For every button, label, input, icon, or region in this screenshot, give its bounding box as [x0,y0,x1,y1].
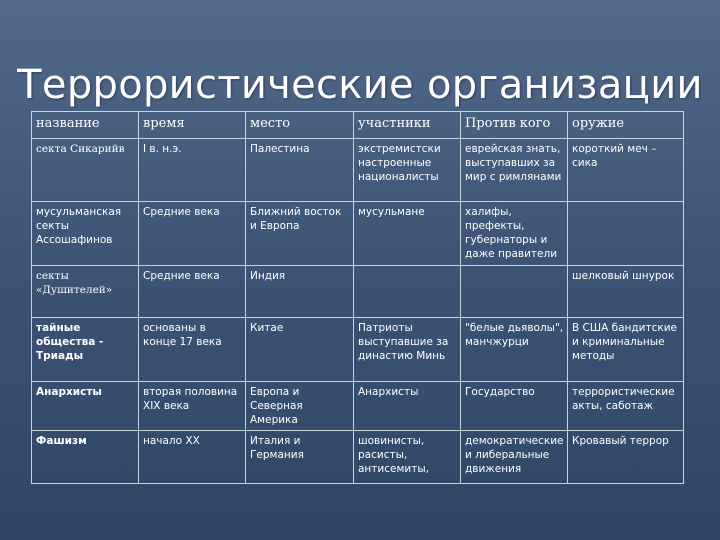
table-cell: Анархисты [354,382,461,431]
table-cell: террористические акты, саботаж [568,382,684,431]
header-cell-name: название [32,112,139,139]
table-cell: Государство [461,382,568,431]
table-row [32,266,684,318]
table-cell: мусульманская секты Ассошафинов [32,202,139,266]
table-cell: короткий меч – сика [568,139,684,202]
table-cell: еврейская знать, выступавших за мир с римлянами [461,139,568,202]
organizations-table [31,111,684,484]
table-cell: Анархисты [32,382,139,431]
table-row [32,318,684,382]
table-cell: Средние века [139,202,246,266]
table-cell: вторая половина XIX века [139,382,246,431]
table-cell: Китае [246,318,354,382]
header-cell-place: место [246,112,354,139]
table-cell: Индия [246,266,354,318]
table-cell [568,202,684,266]
header-cell-weapon: оружие [568,112,684,139]
table-cell: Фашизм [32,431,139,484]
table-cell [354,266,461,318]
table-cell: В США бандитские и криминальные методы [568,318,684,382]
table-row [32,139,684,202]
header-cell-time: время [139,112,246,139]
table-cell: экстремистски настроенные националисты [354,139,461,202]
table-cell: шовинисты, расисты, антисемиты, [354,431,461,484]
table-header-row [32,112,684,139]
table-row [32,382,684,431]
table-cell: "белые дьяволы", манчжурци [461,318,568,382]
table-cell: демократические и либеральные движения [461,431,568,484]
table-cell: Кровавый террор [568,431,684,484]
table-cell: Патриоты выступавшие за династию Минь [354,318,461,382]
header-cell-participants: участники [354,112,461,139]
header-cell-against: Против кого [461,112,568,139]
table-cell: Италия и Германия [246,431,354,484]
table-cell: халифы, префекты, губернаторы и даже правители [461,202,568,266]
table-cell [461,266,568,318]
table-cell: Ближний восток и Европа [246,202,354,266]
table-cell: Европа и Северная Америка [246,382,354,431]
slide-title: Террористические организации [17,62,703,108]
table-cell: мусульмане [354,202,461,266]
table-cell: секта Сикарийв [32,139,139,202]
table-cell: Средние века [139,266,246,318]
table-cell: шелковый шнурок [568,266,684,318]
table-cell: основаны в конце 17 века [139,318,246,382]
table-cell: I в. н.э. [139,139,246,202]
table-row [32,202,684,266]
table-row [32,431,684,484]
table-cell: Палестина [246,139,354,202]
table-cell: тайные общества - Триады [32,318,139,382]
table-cell: начало XX [139,431,246,484]
table-cell: секты «Душителей» [32,266,139,318]
